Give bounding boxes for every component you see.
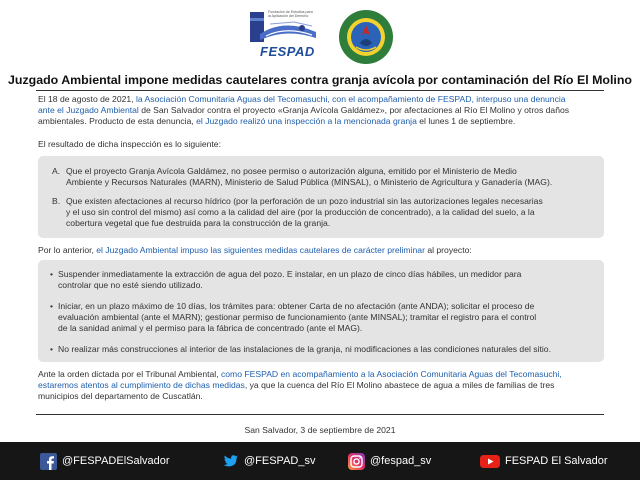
facebook-link[interactable] (40, 452, 170, 470)
measure-text: controlar que no esté siendo utilizado. (58, 280, 203, 290)
twitter-icon (222, 453, 239, 470)
instagram-icon (348, 453, 365, 470)
bottom-divider (36, 414, 604, 415)
measure-text: No realizar más construcciones al interior de las instalaciones de la granja, ni modificaciones a las condiciones naturales del sitio. (58, 344, 551, 354)
twitter-link[interactable] (222, 452, 315, 470)
page-title: Juzgado Ambiental impone medidas cautelares contra granja avícola por contaminación del Río El Molino (7, 73, 633, 87)
findings-box (38, 156, 604, 238)
social-footer (0, 442, 640, 480)
measures-box (38, 260, 604, 362)
closing-highlight: estaremos atentos al cumplimiento de dichas medidas (38, 380, 245, 390)
intro-line-3 (38, 116, 604, 127)
bullet-icon: • (50, 301, 54, 311)
header-logos (0, 8, 640, 66)
intro-highlight: el Juzgado realizó una inspección a la mencionada granja (196, 116, 417, 126)
youtube-channel: FESPAD El Salvador (505, 455, 608, 467)
instagram-link[interactable] (348, 452, 431, 470)
measures-intro-text: Por lo anterior, (38, 245, 97, 255)
measure-text: Iniciar, en un plazo máximo de 10 días, los trámites para: obtener Carta de no afectación (ante ANDA); solicitar el proceso de (58, 301, 535, 311)
closing-line-1 (38, 369, 604, 380)
intro-text: El 18 de agosto de 2021, (38, 94, 136, 104)
title-divider (36, 90, 604, 91)
youtube-link[interactable] (480, 452, 608, 470)
closing-text: Ante la orden dictada por el Tribunal Ambiental, (38, 369, 221, 379)
fespad-subtitle: Fundación de Estudios para la Aplicación del Derecho (268, 10, 313, 18)
intro-line-2 (38, 105, 604, 116)
intro-text: el lunes 1 de septiembre. (416, 116, 516, 126)
finding-text: y el uso sin control del mismo) así como a la calidad del aire (por la producción de concentrado), a la calidad del suelo, a la (66, 207, 535, 217)
closing-highlight: como FESPAD en acompañamiento a la Asociación Comunitaria Aguas del Tecomasuchi, (220, 369, 562, 379)
dateline: San Salvador, 3 de septiembre de 2021 (244, 425, 396, 435)
measure-text: de la sanidad animal y el permiso para la fábrica de concentrado (ante el MAG). (58, 323, 363, 333)
seal-lettering (338, 9, 394, 65)
closing-line-2 (38, 380, 604, 391)
twitter-handle: @FESPAD_sv (244, 455, 316, 467)
facebook-icon (40, 453, 57, 470)
finding-text: Ambiente y Recursos Naturales (MARN), Ministerio de Salud Pública (MINSAL), o Ministerio de Agricultura y Ganadería (MAG). (66, 177, 553, 187)
intro-line-1 (38, 94, 604, 105)
youtube-icon (480, 453, 500, 470)
closing-line-3: municipios del departamento de Cuscatlán. (38, 391, 203, 401)
fespad-wordmark: FESPAD (260, 44, 315, 59)
measures-intro-highlight: el Juzgado Ambiental impuso las siguientes medidas cautelares de carácter preliminar (96, 245, 425, 255)
instagram-handle: @fespad_sv (370, 455, 432, 467)
measures-intro (38, 245, 604, 256)
result-intro: El resultado de dicha inspección es lo siguiente: (38, 139, 221, 149)
bullet-icon: • (50, 344, 54, 354)
finding-letter: A. (52, 166, 61, 176)
intro-highlight: ante el Juzgado Ambiental (38, 105, 139, 115)
measures-intro-text: al proyecto: (424, 245, 472, 255)
finding-text: cobertura vegetal que fue destruida para la construcción de la granja. (66, 218, 331, 228)
measure-text: evaluación ambiental (ante el MARN); gestionar permiso de funcionamiento (ante MINSAL); tramitar el registro para el control (58, 312, 537, 322)
community-seal (338, 9, 394, 65)
closing-text: , ya que la cuenca del Río El Molino abastece de agua a miles de familias de tres (244, 380, 555, 390)
facebook-handle: @FESPADElSalvador (62, 455, 170, 467)
finding-text: Que existen afectaciones al recurso hídrico (por la perforación de un pozo industrial sin las autorizaciones legales necesarias (66, 196, 543, 206)
measure-text: Suspender inmediatamente la extracción de agua del pozo. E instalar, en un plazo de cinco días hábiles, un medidor para (58, 269, 522, 279)
bullet-icon: • (50, 269, 54, 279)
intro-text: ambientales. Producto de esta denuncia, (38, 116, 197, 126)
intro-text: de San Salvador contra el proyecto «Granja Avícola Galdámez», por afectaciones al Río El Molino y otros daños (138, 105, 570, 115)
finding-letter: B. (52, 196, 61, 206)
fespad-logo (246, 8, 322, 62)
finding-text: Que el proyecto Granja Avícola Galdámez, no posee permiso o autorización alguna, emitido por el Ministerio de Medio (66, 166, 517, 176)
intro-highlight: la Asociación Comunitaria Aguas del Tecomasuchi, con el acompañamiento de FESPAD, interpuso una denuncia (135, 94, 566, 104)
